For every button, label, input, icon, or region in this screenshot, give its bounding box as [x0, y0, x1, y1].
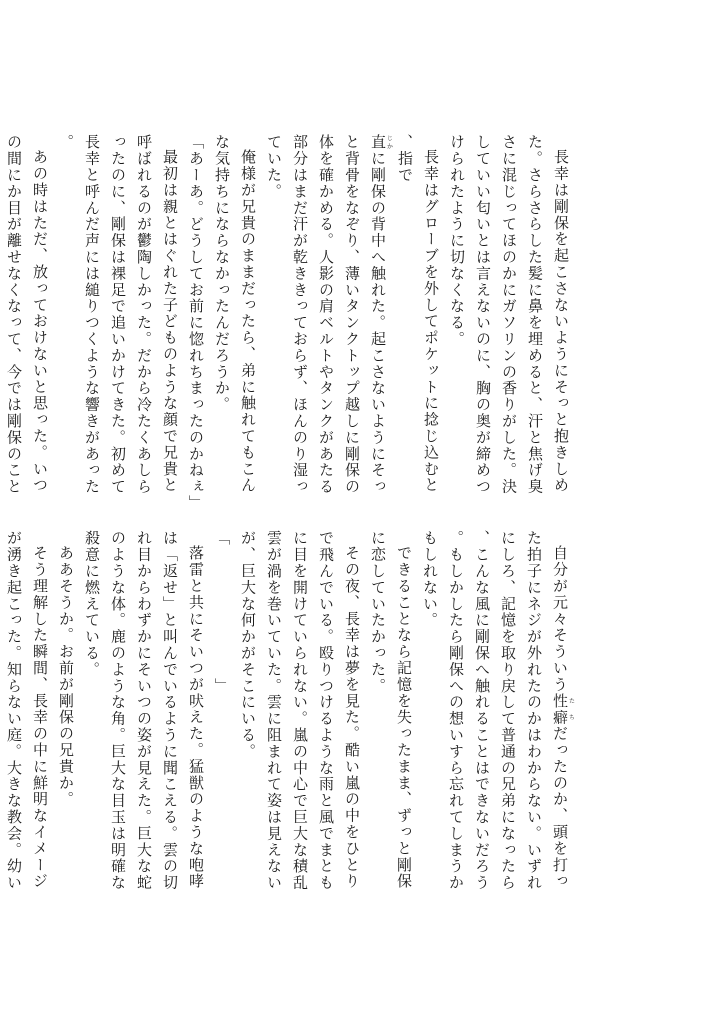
paragraph: 最初は親とはぐれた子どものような顔で兄貴と呼ばれるのが鬱陶しかった。だから冷たくあしらったのに、剛保は裸足で追いかけてきた。初めて長幸と呼んだ声には縋りつくような響きがあった。 [57, 134, 179, 495]
paragraph [261, 134, 392, 506]
ruby-word [369, 134, 393, 151]
paragraph: そう理解した瞬間、長幸の中に鮮明なイメージが湧き起こった。知らない庭。大きな教会。幼い [5, 530, 49, 891]
paragraph: その夜、長幸は夢を見た。酷い嵐の中をひとりで飛んでいる。殴りつけるような雨と風でまともに目を開けていられない。嵐の中心で巨大な積乱雲が渦を巻いていた。雲に阻まれて姿は見えないが、巨大な何かがそこにいる。 [239, 530, 361, 891]
paragraph: 俺様が兄貴のままだったら、弟に触れてもこんな気持ちにならなかったんだろうか。 [213, 134, 257, 494]
paragraph: 長幸はグローブを外してポケットに捻じ込むと、指で [396, 134, 440, 494]
text-block-top [5, 134, 574, 512]
paragraph: あの時はただ、放っておけないと思った。いつの間にか目が離せなくなって、今では剛保のこと [5, 134, 49, 495]
ruby-word [551, 692, 575, 726]
paragraph [417, 530, 574, 902]
ruby-base: 性癖 [551, 692, 569, 726]
paragraph: できることなら記憶を失ったまま、ずっと剛保に恋していたかった。 [369, 530, 413, 890]
ruby-base: 直 [369, 134, 387, 151]
paragraph: 落雷と共にそいつが吠えた。猛獣のような咆哮は「返せ」と叫んでいるように聞こえる。雲の切れ目からわずかにそいつの姿が見えた。巨大な蛇のような体。鹿のような角。巨大な目玉は明確な殺意に燃えている。 [83, 530, 205, 891]
paragraph-text: 自分が元々そういう [551, 545, 569, 693]
paragraph: ああそうか。お前が剛保の兄貴か。 [57, 545, 75, 808]
text-block-bottom [5, 530, 575, 902]
ruby-reading: たち [567, 692, 575, 726]
dialogue-line: 「あーあ。どうしてお前に惚れちまったのかねぇ」 [187, 134, 205, 512]
paragraph-text: に剛保の背中へ触れた。起こさないようにそっと背骨をなぞり、薄いタンクトップ越しに剛保の体を確かめる。人影の肩ベルトやタンクがあたる部分はまだ汗が乾ききっておらず、ほんのり湿っていた。 [265, 134, 387, 495]
ruby-reading: じか [385, 134, 393, 151]
paragraph: 長幸は剛保を起こさないようにそっと抱きしめた。さらさらした髪に鼻を埋めると、汗と焦げ臭さに混じってほのかにガソリンの香りがした。決していい匂いとは言えないのに、胸の奥が締めつけられたように切なくなる。 [448, 134, 570, 495]
paragraph-text: だったのか、頭を打った拍子にネジが外れたのかはわからない。いずれにしろ、記憶を取り戻して普通の兄弟になったら、こんな風に剛保へ触れることはできないだろう。もしかしたら剛保への想いすら忘れてしまうかもしれない。 [421, 530, 569, 891]
dialogue-line-empty: 「 」 [213, 530, 231, 694]
